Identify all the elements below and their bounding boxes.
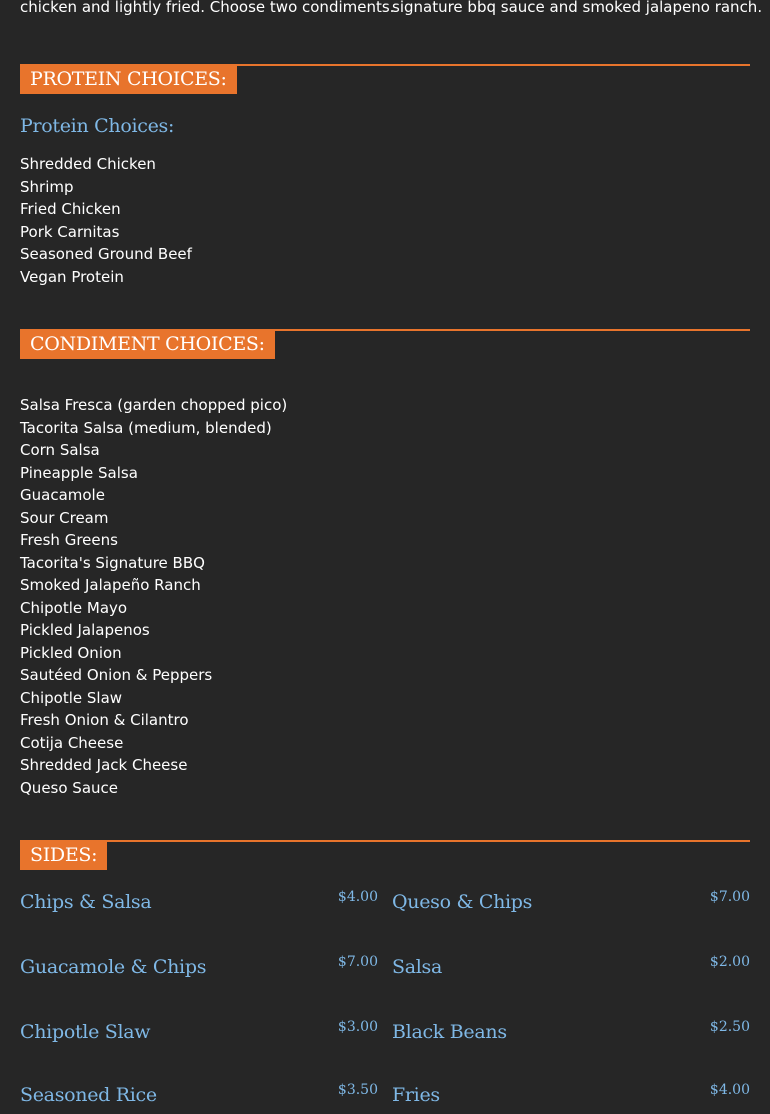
side-item-name: Black Beans: [392, 1021, 507, 1043]
item-description-right: signature bbq sauce and smoked jalapeno ranch.: [392, 0, 763, 16]
section-divider: [20, 840, 750, 842]
condiment-section-title: CONDIMENT CHOICES:: [20, 329, 275, 359]
side-item-name: Fries: [392, 1084, 440, 1106]
side-item-salsa: [392, 956, 750, 986]
list-item: Salsa Fresca (garden chopped pico): [20, 396, 288, 414]
side-item-guacamole-chips: [20, 956, 378, 986]
list-item: Shredded Chicken: [20, 155, 156, 173]
protein-list: [20, 153, 192, 288]
item-description-left: chicken and lightly fried. Choose two condiments.: [20, 0, 395, 16]
sides-section-header: [20, 840, 750, 870]
list-item: Queso Sauce: [20, 778, 118, 797]
list-item: Fresh Onion & Cilantro: [20, 711, 189, 729]
sides-section-title: SIDES:: [20, 840, 107, 870]
side-item-queso-chips: [392, 891, 750, 921]
protein-section-title: PROTEIN CHOICES:: [20, 64, 237, 94]
side-item-price: $2.00: [709, 954, 750, 970]
side-item-chipotle-slaw: [20, 1021, 378, 1051]
list-item: Pork Carnitas: [20, 222, 120, 241]
list-item: Fresh Greens: [20, 531, 118, 549]
list-item: Smoked Jalapeño Ranch: [20, 576, 201, 594]
side-item-seasoned-rice: [20, 1084, 378, 1114]
side-item-fries: [392, 1084, 750, 1114]
protein-subtitle: Protein Choices:: [20, 115, 175, 137]
list-item: Sautéed Onion & Peppers: [20, 666, 213, 684]
list-item: Chipotle Slaw: [20, 688, 123, 707]
side-item-price: $4.00: [709, 1082, 750, 1098]
side-item-black-beans: [392, 1021, 750, 1051]
side-item-price: $3.50: [337, 1082, 378, 1098]
list-item: Tacorita's Signature BBQ: [20, 553, 205, 572]
side-item-price: $2.50: [709, 1019, 750, 1035]
list-item: Fried Chicken: [20, 200, 121, 218]
list-item: Pickled Onion: [20, 643, 122, 662]
side-item-name: Seasoned Rice: [20, 1084, 157, 1106]
side-item-price: $4.00: [337, 889, 378, 905]
side-item-price: $3.00: [337, 1019, 378, 1035]
side-item-price: $7.00: [709, 889, 750, 905]
side-item-name: Guacamole & Chips: [20, 956, 207, 978]
side-item-price: $7.00: [337, 954, 378, 970]
side-item-name: Salsa: [392, 956, 442, 978]
condiment-list: [20, 394, 287, 799]
list-item: Sour Cream: [20, 508, 109, 527]
list-item: Shredded Jack Cheese: [20, 756, 188, 774]
side-item-chips-salsa: [20, 891, 378, 921]
side-item-name: Chipotle Slaw: [20, 1021, 151, 1043]
list-item: Guacamole: [20, 486, 105, 504]
list-item: Cotija Cheese: [20, 733, 124, 752]
list-item: Chipotle Mayo: [20, 598, 128, 617]
list-item: Seasoned Ground Beef: [20, 245, 192, 263]
list-item: Corn Salsa: [20, 441, 100, 459]
list-item: Pickled Jalapenos: [20, 621, 150, 639]
side-item-name: Chips & Salsa: [20, 891, 152, 913]
list-item: Vegan Protein: [20, 267, 124, 286]
condiment-section-header: [20, 329, 750, 359]
list-item: Tacorita Salsa (medium, blended): [20, 418, 272, 437]
side-item-name: Queso & Chips: [392, 891, 533, 913]
list-item: Pineapple Salsa: [20, 463, 138, 482]
protein-section-header: [20, 64, 750, 94]
list-item: Shrimp: [20, 177, 74, 196]
